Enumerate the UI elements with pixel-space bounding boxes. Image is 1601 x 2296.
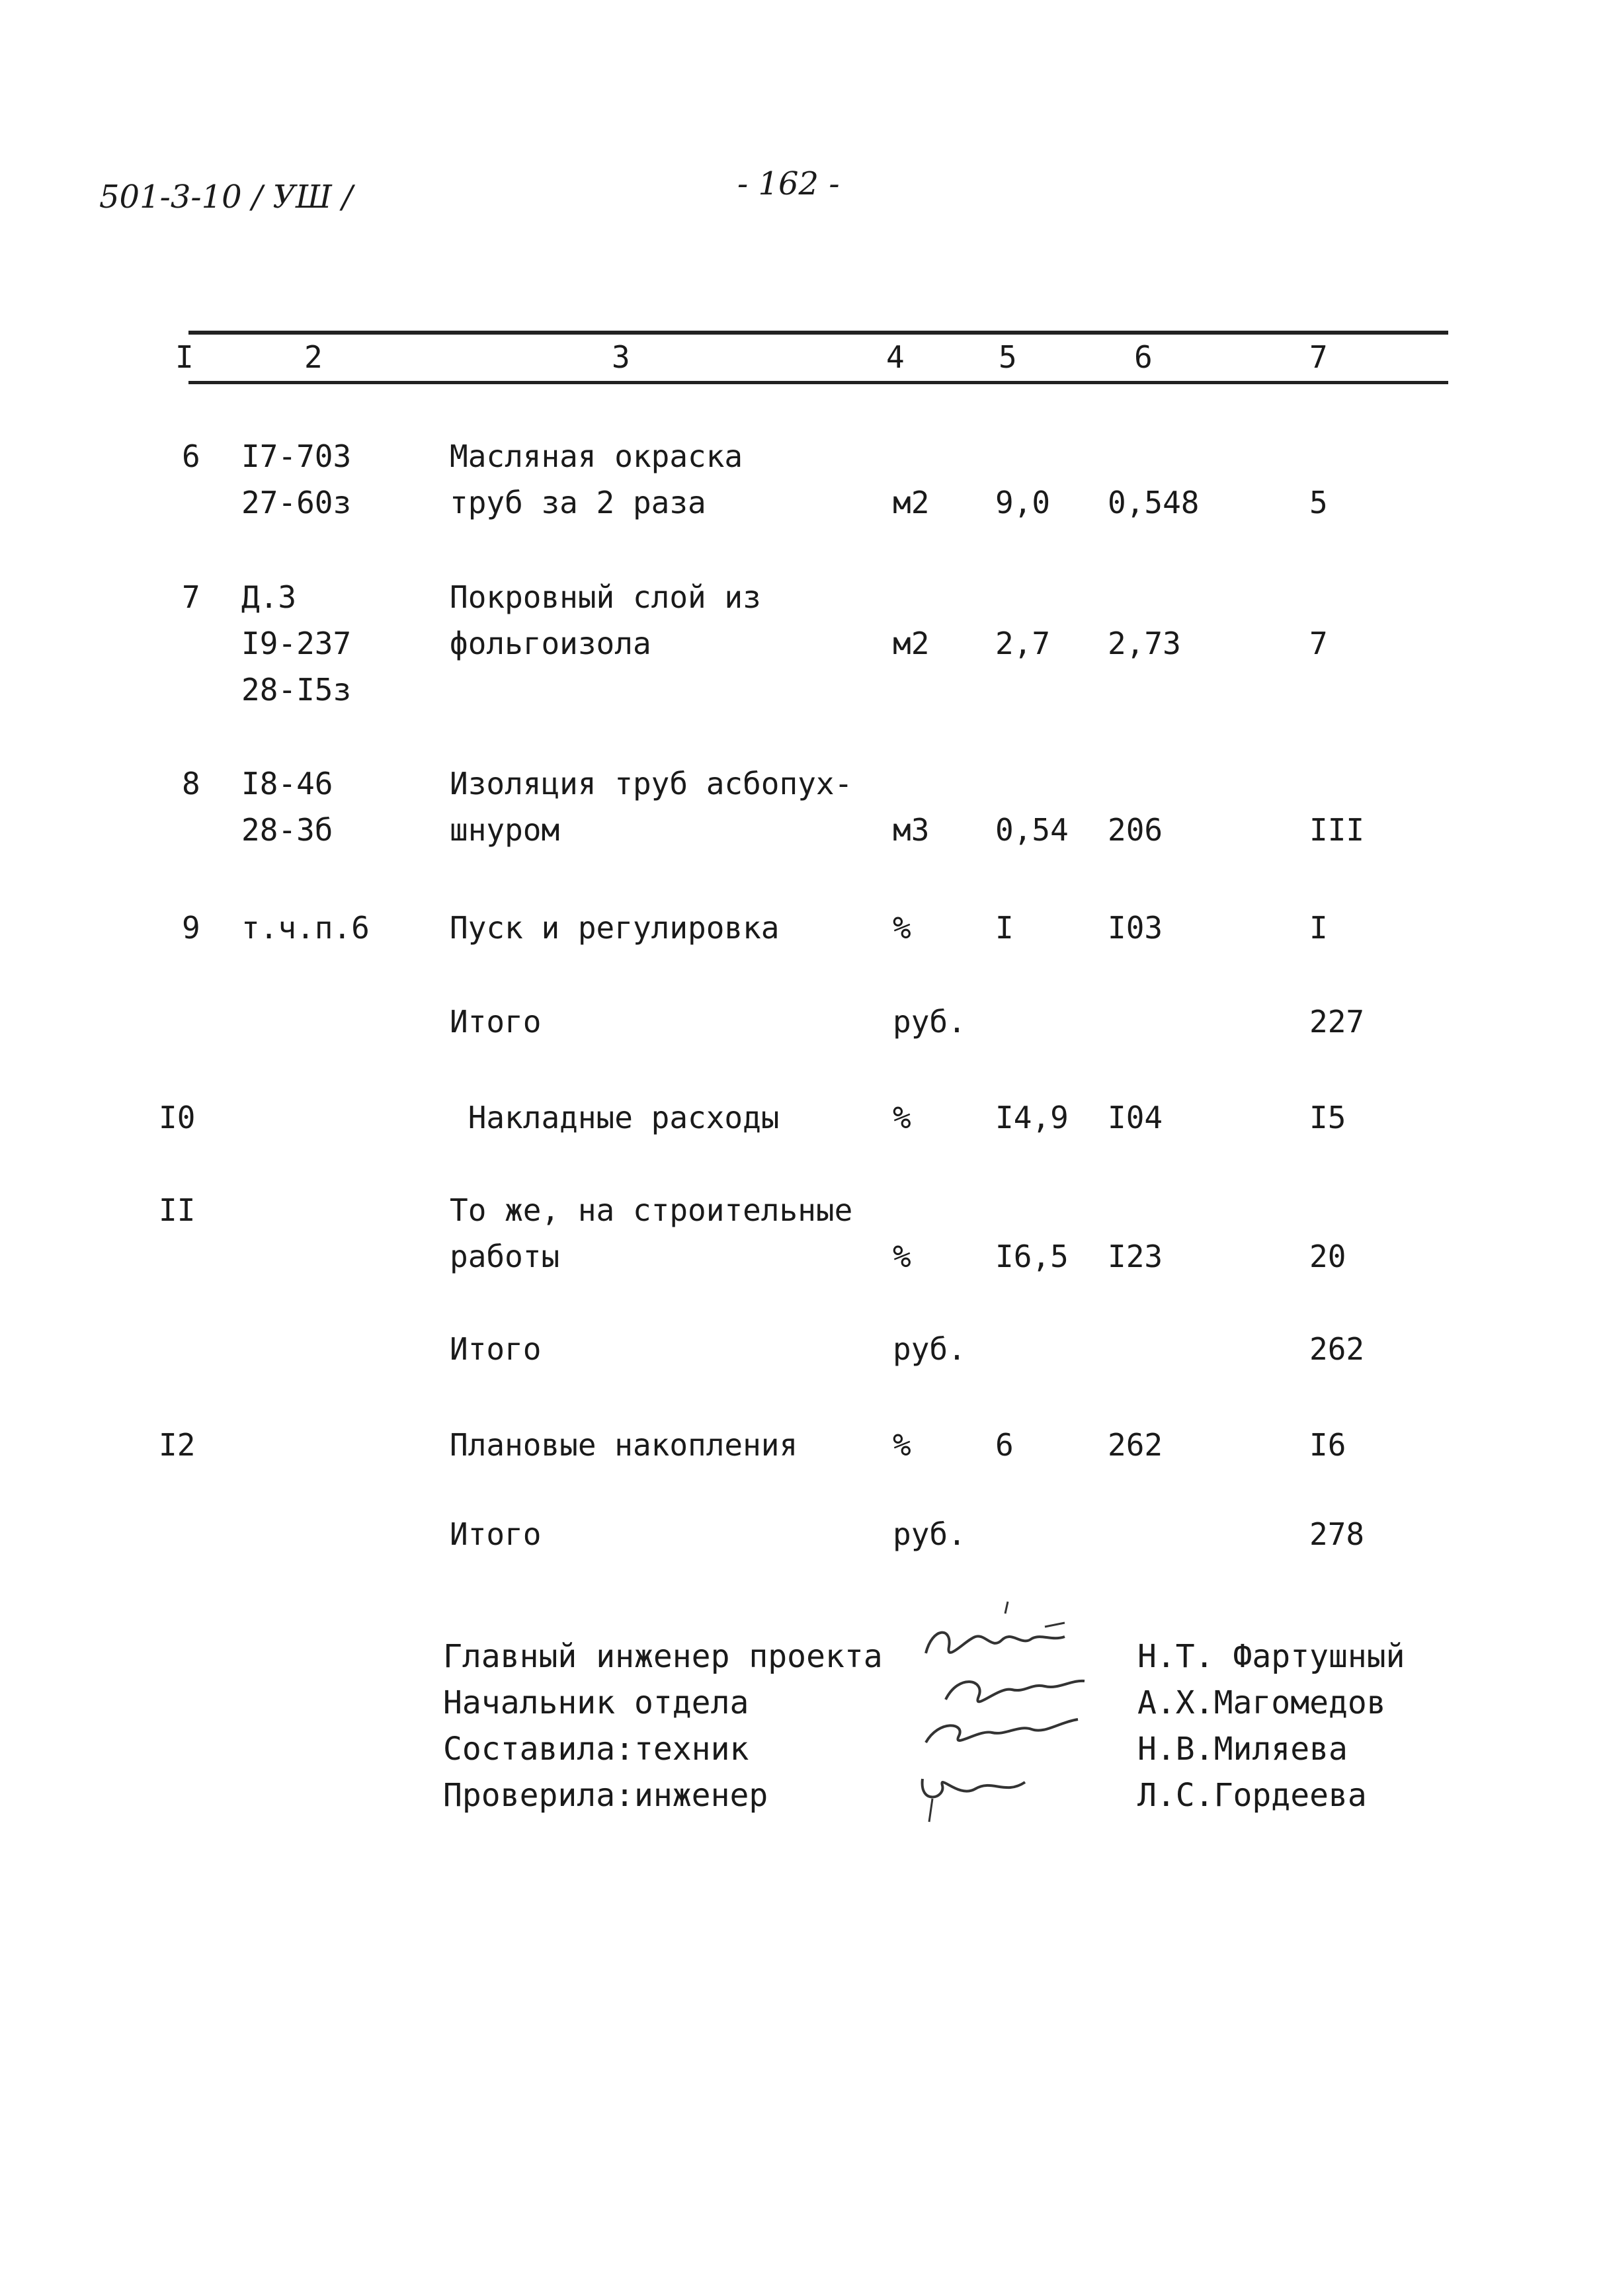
- signature-mark-4-tail: [929, 1799, 932, 1822]
- row-description: Масляная окраска: [450, 438, 743, 474]
- row-code: 27-60з: [241, 485, 352, 520]
- row-description: Пуск и регулировка: [450, 910, 780, 946]
- row-code: Д.3: [241, 579, 297, 615]
- column-header: 4: [886, 339, 905, 375]
- row-quantity: 6: [995, 1427, 1014, 1463]
- document-code: 501-3-10 / УШ /: [99, 179, 353, 216]
- row-total: 5: [1309, 485, 1328, 520]
- row-code: т.ч.п.6: [241, 910, 370, 946]
- row-description: Итого: [450, 1331, 542, 1367]
- row-unit: руб.: [893, 1331, 966, 1367]
- row-total: I: [1309, 910, 1328, 946]
- column-header: 2: [304, 339, 323, 375]
- row-description: работы: [450, 1239, 560, 1274]
- table-top-rule: [188, 331, 1448, 335]
- row-total: III: [1309, 812, 1365, 848]
- row-unit-price: 262: [1108, 1427, 1163, 1463]
- column-header: 5: [999, 339, 1017, 375]
- row-description: Плановые накопления: [450, 1427, 798, 1463]
- row-number: I0: [159, 1100, 196, 1135]
- signature-mark-3: [926, 1719, 1078, 1742]
- row-number: 8: [182, 766, 200, 801]
- row-unit: м3: [893, 812, 930, 848]
- signature-role: Начальник отдела: [443, 1684, 749, 1721]
- row-number: 9: [182, 910, 200, 946]
- row-unit-price: I23: [1108, 1239, 1163, 1274]
- row-description: Изоляция труб асбопух-: [450, 766, 853, 801]
- row-unit: м2: [893, 485, 930, 520]
- row-unit: руб.: [893, 1516, 966, 1552]
- signature-name: Л.С.Гордеева: [1137, 1777, 1367, 1814]
- row-unit: %: [893, 910, 911, 946]
- column-header: 3: [612, 339, 630, 375]
- signature-mark-4: [923, 1779, 1025, 1797]
- row-code: 28-I5з: [241, 672, 352, 708]
- row-total: 7: [1309, 626, 1328, 661]
- row-code: 28-3б: [241, 812, 333, 848]
- signature-mark-1-accent: [1005, 1602, 1065, 1627]
- signature-name: А.Х.Магомедов: [1137, 1684, 1386, 1721]
- signature-role: Проверила:инженер: [443, 1777, 768, 1814]
- column-header: I: [175, 339, 194, 375]
- row-unit: %: [893, 1239, 911, 1274]
- row-quantity: I: [995, 910, 1014, 946]
- row-unit: руб.: [893, 1004, 966, 1040]
- row-description: Покровный слой из: [450, 579, 761, 615]
- row-number: 7: [182, 579, 200, 615]
- row-description: Накладные расходы: [450, 1100, 780, 1135]
- row-unit: м2: [893, 626, 930, 661]
- row-description: Итого: [450, 1004, 542, 1040]
- row-total: I5: [1309, 1100, 1346, 1135]
- row-code: I7-703: [241, 438, 352, 474]
- column-header: 7: [1309, 339, 1328, 375]
- row-number: II: [159, 1192, 196, 1228]
- signature-role: Составила:техник: [443, 1731, 749, 1768]
- row-number: 6: [182, 438, 200, 474]
- row-total: 227: [1309, 1004, 1365, 1040]
- row-number: I2: [159, 1427, 196, 1463]
- signature-role: Главный инженер проекта: [443, 1638, 883, 1675]
- row-quantity: 9,0: [995, 485, 1051, 520]
- row-quantity: 2,7: [995, 626, 1051, 661]
- row-quantity: 0,54: [995, 812, 1069, 848]
- row-code: I9-237: [241, 626, 352, 661]
- row-description: шнуром: [450, 812, 560, 848]
- row-description: фольгоизола: [450, 626, 651, 661]
- row-total: 262: [1309, 1331, 1365, 1367]
- table-header-rule: [188, 381, 1448, 384]
- signature-mark-2: [946, 1681, 1085, 1702]
- handwritten-signatures: [913, 1600, 1111, 1825]
- row-description: Итого: [450, 1516, 542, 1552]
- row-total: 20: [1309, 1239, 1346, 1274]
- signature-mark-1: [926, 1633, 1065, 1653]
- row-description: То же, на строительные: [450, 1192, 853, 1228]
- signature-name: Н.Т. Фартушный: [1137, 1638, 1405, 1675]
- row-code: I8-46: [241, 766, 333, 801]
- row-unit-price: I04: [1108, 1100, 1163, 1135]
- row-unit-price: 206: [1108, 812, 1163, 848]
- column-header: 6: [1134, 339, 1153, 375]
- row-description: труб за 2 раза: [450, 485, 706, 520]
- row-unit-price: 0,548: [1108, 485, 1200, 520]
- row-unit: %: [893, 1100, 911, 1135]
- row-unit-price: 2,73: [1108, 626, 1181, 661]
- page-number: - 162 -: [737, 165, 840, 202]
- row-unit: %: [893, 1427, 911, 1463]
- row-quantity: I4,9: [995, 1100, 1069, 1135]
- row-total: I6: [1309, 1427, 1346, 1463]
- row-unit-price: I03: [1108, 910, 1163, 946]
- signature-name: Н.В.Миляева: [1137, 1731, 1348, 1768]
- row-quantity: I6,5: [995, 1239, 1069, 1274]
- row-total: 278: [1309, 1516, 1365, 1552]
